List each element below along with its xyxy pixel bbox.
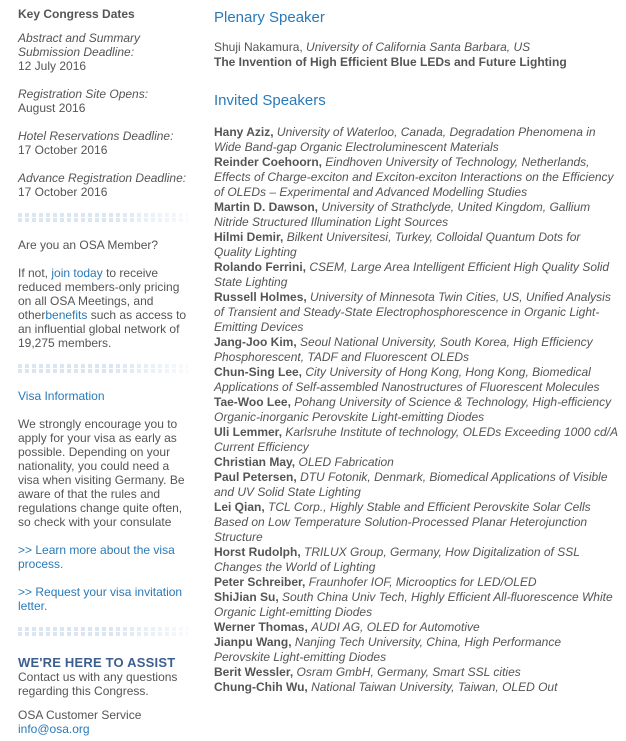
assist-text: Contact us with any questions regarding this Congress. bbox=[18, 670, 178, 698]
learn-more-visa-link[interactable]: >> Learn more about the visa process. bbox=[18, 543, 175, 571]
email-link[interactable]: info@osa.org bbox=[18, 722, 90, 736]
date-label: Registration Site Opens: bbox=[18, 87, 149, 101]
date-item bbox=[18, 87, 188, 115]
speaker-item bbox=[214, 395, 619, 425]
speaker-description: Osram GmbH, Germany, Smart SSL cities bbox=[296, 665, 521, 679]
key-dates-title: Key Congress Dates bbox=[18, 7, 135, 21]
speaker-list bbox=[214, 125, 619, 695]
speaker-name: Chun-Sing Lee, bbox=[214, 365, 302, 379]
speaker-name: Peter Schreiber, bbox=[214, 575, 306, 589]
date-label: Abstract and Summary Submission Deadline: bbox=[18, 31, 141, 59]
speaker-item bbox=[214, 455, 619, 470]
speaker-item bbox=[214, 545, 619, 575]
speaker-name: Martin D. Dawson, bbox=[214, 200, 319, 214]
member-pitch bbox=[18, 266, 188, 350]
speaker-item bbox=[214, 590, 619, 620]
date-value: 17 October 2016 bbox=[18, 185, 108, 199]
member-question: Are you an OSA Member? bbox=[18, 238, 159, 252]
date-label: Advance Registration Deadline: bbox=[18, 171, 187, 185]
speaker-description: University of Strathclyde, United Kingdom, Gallium Nitride Structured Illumination Light Sources bbox=[214, 200, 591, 229]
speaker-item bbox=[214, 335, 619, 365]
plenary-heading: Plenary Speaker bbox=[214, 9, 325, 26]
speaker-item bbox=[214, 155, 619, 200]
member-text-1: If not, bbox=[18, 266, 52, 280]
date-item bbox=[18, 31, 188, 73]
date-item bbox=[18, 171, 188, 199]
customer-service bbox=[18, 708, 188, 736]
speaker-description: Fraunhofer IOF, Microoptics for LED/OLED bbox=[308, 575, 537, 589]
speaker-name: Lei Qian, bbox=[214, 500, 265, 514]
speaker-item bbox=[214, 425, 619, 455]
speaker-name: Reinder Coehoorn, bbox=[214, 155, 323, 169]
speaker-description: City University of Hong Kong, Hong Kong, Biomedical Applications of Self-assembled Nanostructures of Fluorescent Molecules bbox=[214, 365, 600, 394]
speaker-name: Tae-Woo Lee, bbox=[214, 395, 291, 409]
speaker-description: University of Minnesota Twin Cities, US, Unified Analysis of Transient and Steady-State Electrophosphorescence in Organic Light-Emitting Devices bbox=[214, 290, 611, 334]
speaker-item bbox=[214, 500, 619, 545]
date-value: 12 July 2016 bbox=[18, 59, 87, 73]
dotted-divider bbox=[18, 364, 188, 373]
main-content bbox=[214, 0, 619, 695]
request-visa-letter-link[interactable]: >> Request your visa invitation letter. bbox=[18, 585, 183, 613]
speaker-item bbox=[214, 260, 619, 290]
speaker-name: Chung-Chih Wu, bbox=[214, 680, 308, 694]
speaker-item bbox=[214, 620, 619, 635]
speaker-name: Christian May, bbox=[214, 455, 296, 469]
speaker-name: Paul Petersen, bbox=[214, 470, 297, 484]
speaker-item bbox=[214, 470, 619, 500]
speaker-item bbox=[214, 125, 619, 155]
speaker-description: TCL Corp., Highly Stable and Efficient Perovskite Solar Cells Based on Low Temperature Solution-Processed Planar Heterojunction Structure bbox=[214, 500, 591, 544]
speaker-description: Eindhoven University of Technology, Netherlands, Effects of Charge-exciton and Exciton-exciton Interactions on the Efficiency of OLEDs – Experimental and Advanced Modelling Studies bbox=[214, 155, 614, 199]
invited-heading: Invited Speakers bbox=[214, 92, 326, 109]
speaker-name: Hilmi Demir, bbox=[214, 230, 284, 244]
speaker-description: CSEM, Large Area Intelligent Efficient High Quality Solid State Lighting bbox=[214, 260, 610, 289]
customer-service-label: OSA Customer Service bbox=[18, 708, 142, 722]
speaker-description: Karlsruhe Institute of technology, OLEDs Exceeding 1000 cd/A Current Efficiency bbox=[214, 425, 618, 454]
speaker-description: Seoul National University, South Korea, High Efficiency Phosphorescent, TADF and Fluorescent OLEDs bbox=[214, 335, 593, 364]
speaker-name: Werner Thomas, bbox=[214, 620, 308, 634]
speaker-item bbox=[214, 365, 619, 395]
date-label: Hotel Reservations Deadline: bbox=[18, 129, 174, 143]
visa-text: We strongly encourage you to apply for your visa as early as possible. Depending on your nationality, you could need a visa when visiting Germany. Be aware of that the rules and regulations change quite often, so check with your consulate bbox=[18, 417, 185, 529]
speaker-name: Horst Rudolph, bbox=[214, 545, 301, 559]
plenary-speaker bbox=[214, 40, 619, 70]
date-value: 17 October 2016 bbox=[18, 143, 108, 157]
assist-heading: WE'RE HERE TO ASSIST bbox=[18, 655, 176, 670]
plenary-affiliation: University of California Santa Barbara, US bbox=[306, 40, 531, 54]
join-today-link[interactable]: join today bbox=[51, 266, 103, 280]
member-text-3: such as access to an influential global network of 19,275 members. bbox=[18, 308, 187, 350]
sidebar bbox=[18, 0, 188, 736]
speaker-item bbox=[214, 680, 619, 695]
benefits-link[interactable]: benefits bbox=[45, 308, 88, 322]
plenary-talk-title: The Invention of High Efficient Blue LEDs and Future Lighting bbox=[214, 55, 567, 69]
plenary-name: Shuji Nakamura, bbox=[214, 40, 307, 54]
speaker-description: University of Waterloo, Canada, Degradation Phenomena in Wide Band-gap Organic Electroluminescent Materials bbox=[214, 125, 596, 154]
date-item bbox=[18, 129, 188, 157]
dotted-divider bbox=[18, 213, 188, 222]
speaker-item bbox=[214, 230, 619, 260]
speaker-name: Jianpu Wang, bbox=[214, 635, 292, 649]
date-value: August 2016 bbox=[18, 101, 86, 115]
speaker-name: Hany Aziz, bbox=[214, 125, 274, 139]
speaker-name: Uli Lemmer, bbox=[214, 425, 283, 439]
speaker-item bbox=[214, 200, 619, 230]
speaker-description: Nanjing Tech University, China, High Performance Perovskite Light-emitting Diodes bbox=[214, 635, 562, 664]
speaker-name: Russell Holmes, bbox=[214, 290, 307, 304]
visa-request bbox=[18, 585, 188, 613]
speaker-description: South China Univ Tech, Highly Efficient All-fluorescence White Organic Light-emitting Diodes bbox=[214, 590, 613, 619]
speaker-item bbox=[214, 635, 619, 665]
member-text-2: to receive reduced members-only pricing on all OSA Meetings, and other bbox=[18, 266, 180, 322]
speaker-name: ShiJian Su, bbox=[214, 590, 279, 604]
speaker-description: AUDI AG, OLED for Automotive bbox=[311, 620, 480, 634]
speaker-description: Bilkent Universitesi, Turkey, Colloidal Quantum Dots for Quality Lighting bbox=[214, 230, 581, 259]
speaker-description: TRILUX Group, Germany, How Digitalization of SSL Changes the World of Lighting bbox=[214, 545, 580, 574]
speaker-item bbox=[214, 575, 619, 590]
speaker-description: National Taiwan University, Taiwan, OLED Out bbox=[311, 680, 558, 694]
speaker-description: DTU Fotonik, Denmark, Biomedical Applications of Visible and UV Solid State Lighting bbox=[214, 470, 608, 499]
visa-learn-more bbox=[18, 543, 188, 571]
dotted-divider bbox=[18, 627, 188, 636]
speaker-description: OLED Fabrication bbox=[298, 455, 394, 469]
speaker-name: Rolando Ferrini, bbox=[214, 260, 307, 274]
speaker-item bbox=[214, 665, 619, 680]
speaker-name: Jang-Joo Kim, bbox=[214, 335, 297, 349]
visa-information-link[interactable]: Visa Information bbox=[18, 389, 105, 403]
speaker-item bbox=[214, 290, 619, 335]
speaker-description: Pohang University of Science & Technology, High-efficiency Organic-inorganic Perovskite Light-emitting Diodes bbox=[214, 395, 612, 424]
speaker-name: Berit Wessler, bbox=[214, 665, 294, 679]
